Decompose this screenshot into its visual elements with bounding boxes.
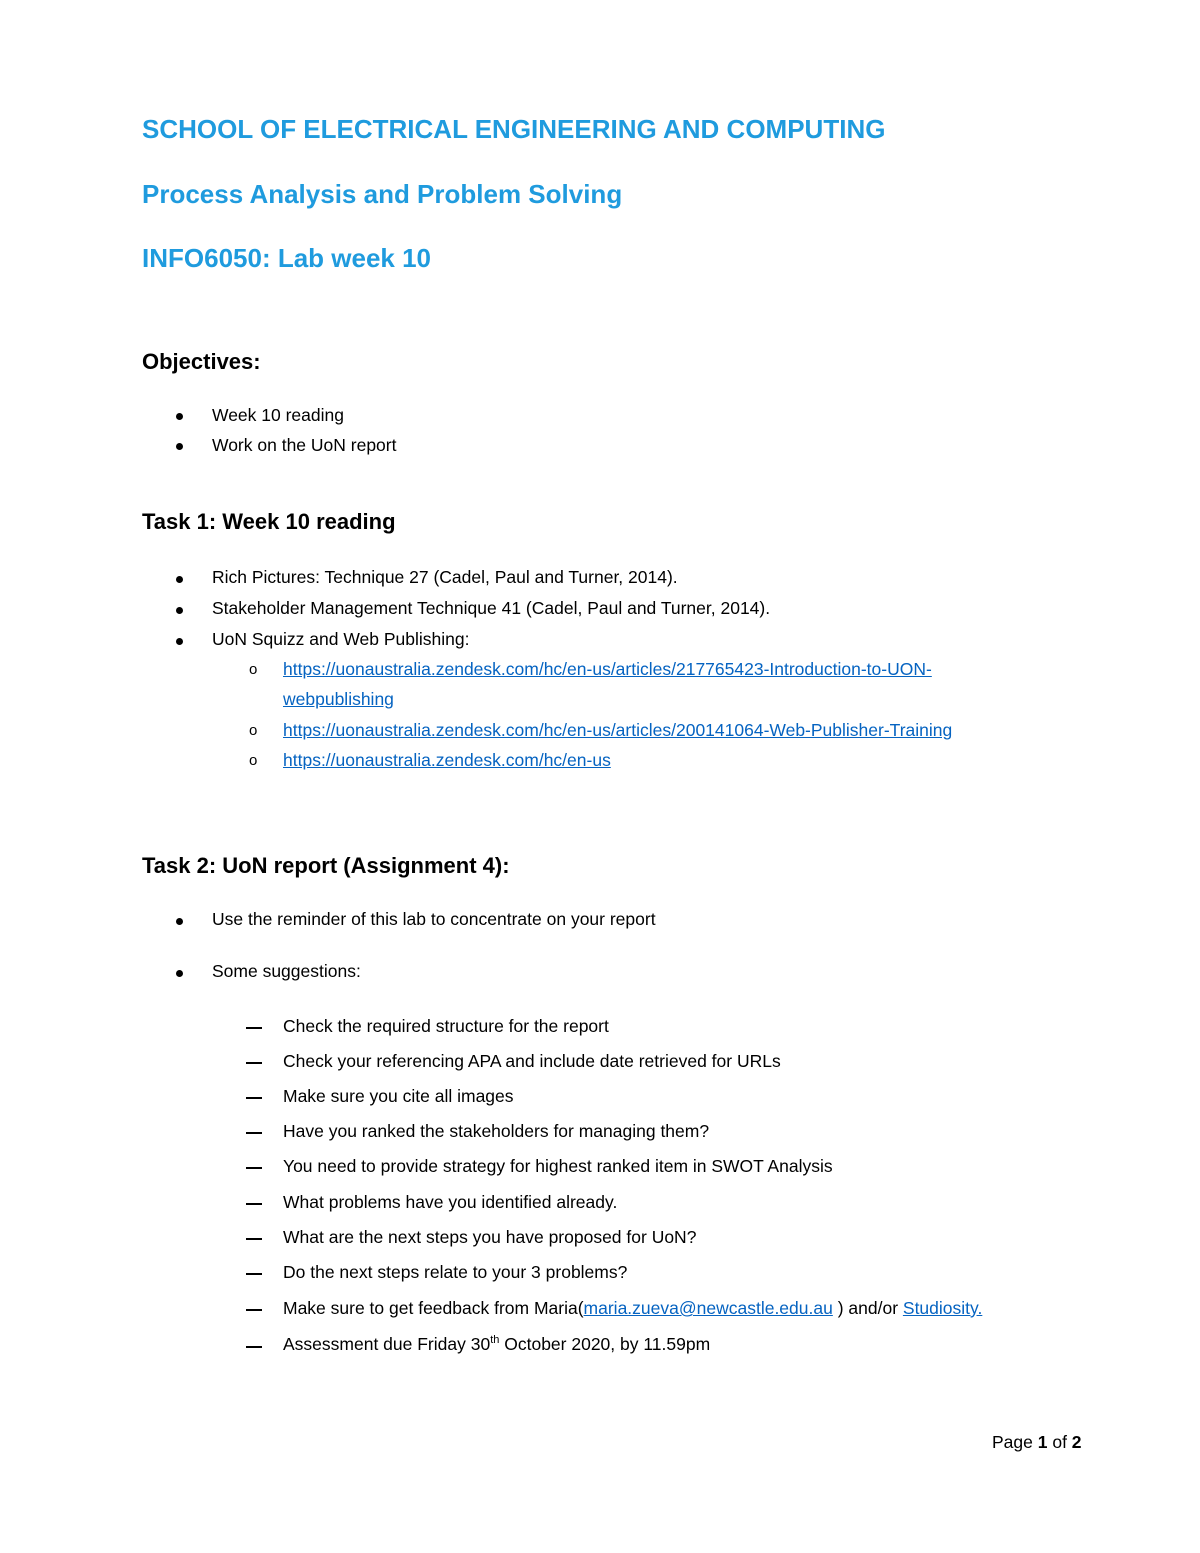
bullet-icon — [176, 576, 183, 583]
lab-title: INFO6050: Lab week 10 — [142, 243, 432, 273]
dash-icon — [246, 1027, 262, 1029]
feedback-middle: ) and/or — [832, 1298, 903, 1318]
page-total: 2 — [1071, 1432, 1082, 1452]
sub-bullet-marker: o — [249, 752, 258, 769]
task2-item: Use the reminder of this lab to concentrate on your report — [212, 909, 656, 929]
task1-item: UoN Squizz and Web Publishing: — [212, 629, 470, 649]
due-suffix: October 2020, by 11.59pm — [499, 1334, 711, 1354]
dash-icon — [246, 1273, 262, 1275]
dash-icon — [246, 1097, 262, 1099]
feedback-prefix: Make sure to get feedback from Maria( — [283, 1298, 584, 1318]
task1-item: Rich Pictures: Technique 27 (Cadel, Paul and Turner, 2014). — [212, 567, 678, 587]
email-link[interactable]: maria.zueva@newcastle.edu.au — [583, 1298, 833, 1318]
suggestion-item: What problems have you identified already. — [283, 1192, 618, 1212]
suggestion-item: What are the next steps you have proposed for UoN? — [283, 1227, 697, 1247]
page-word: Page — [992, 1432, 1038, 1452]
page-number — [992, 1432, 1082, 1453]
suggestion-item: Make sure you cite all images — [283, 1086, 514, 1106]
task1-item: Stakeholder Management Technique 41 (Cadel, Paul and Turner, 2014). — [212, 598, 771, 618]
dash-icon — [246, 1167, 262, 1169]
link-intro-web-publishing-cont[interactable]: webpublishing — [283, 689, 394, 709]
dash-icon — [246, 1238, 262, 1240]
task2-item: Some suggestions: — [212, 961, 361, 981]
due-date-line — [283, 1334, 710, 1355]
bullet-icon — [176, 443, 183, 450]
studiosity-link[interactable]: Studiosity. — [902, 1298, 983, 1318]
bullet-icon — [176, 970, 183, 977]
bullet-icon — [176, 413, 183, 420]
dash-icon — [246, 1203, 262, 1205]
bullet-icon — [176, 607, 183, 614]
dash-icon — [246, 1132, 262, 1134]
link-web-publisher-training[interactable]: https://uonaustralia.zendesk.com/hc/en-us/articles/200141064-Web-Publisher-Training — [283, 720, 953, 740]
feedback-line — [283, 1298, 982, 1319]
dash-icon — [246, 1309, 262, 1311]
bullet-icon — [176, 918, 183, 925]
suggestion-item: Have you ranked the stakeholders for managing them? — [283, 1121, 710, 1141]
page-current: 1 — [1037, 1432, 1048, 1452]
sub-bullet-marker: o — [249, 722, 258, 739]
school-title: SCHOOL OF ELECTRICAL ENGINEERING AND COMPUTING — [142, 114, 886, 144]
dash-icon — [246, 1346, 262, 1348]
objective-item: Week 10 reading — [212, 405, 344, 425]
due-superscript: th — [490, 1334, 500, 1347]
objective-item: Work on the UoN report — [212, 435, 397, 455]
of-word: of — [1047, 1432, 1072, 1452]
task2-heading: Task 2: UoN report (Assignment 4): — [142, 853, 510, 878]
suggestion-item: Check your referencing APA and include date retrieved for URLs — [283, 1051, 781, 1071]
suggestion-item: Do the next steps relate to your 3 problems? — [283, 1262, 628, 1282]
link-intro-web-publishing[interactable]: https://uonaustralia.zendesk.com/hc/en-us/articles/217765423-Introduction-to-UON- — [283, 659, 932, 679]
link-zendesk-home[interactable]: https://uonaustralia.zendesk.com/hc/en-us — [283, 750, 611, 770]
course-title: Process Analysis and Problem Solving — [142, 179, 623, 209]
bullet-icon — [176, 638, 183, 645]
suggestion-item: Check the required structure for the report — [283, 1016, 609, 1036]
suggestion-item: You need to provide strategy for highest ranked item in SWOT Analysis — [283, 1156, 833, 1176]
objectives-heading: Objectives: — [142, 349, 261, 374]
sub-bullet-marker: o — [249, 661, 258, 678]
task1-heading: Task 1: Week 10 reading — [142, 509, 396, 534]
due-prefix: Assessment due Friday 30 — [283, 1334, 491, 1354]
dash-icon — [246, 1062, 262, 1064]
